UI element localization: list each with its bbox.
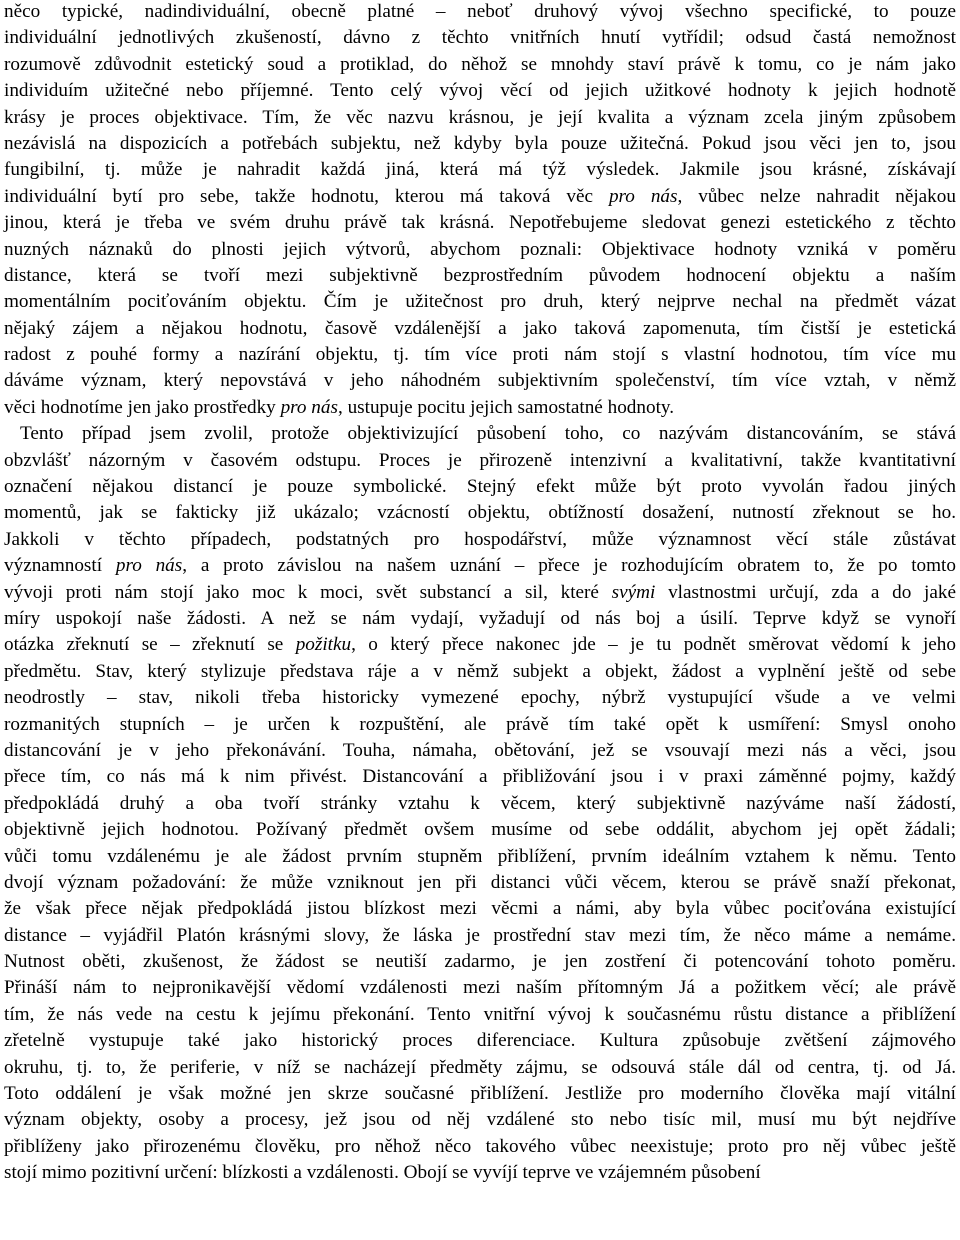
text-line: stojí mimo pozitivní určení: blízkosti a vzdálenosti. Obojí se vyvíjí teprve ve vzájemném působení [4, 1162, 761, 1184]
text-line: předpokládá druhý a oba tvoří stránky vztahu k věcem, který subjektivně nazýváme naší žádostí, [4, 792, 956, 814]
text-line: dáváme význam, který nepovstává v jeho náhodném subjektivním společenství, tím více vztah, v němž [4, 370, 956, 392]
text-line: předmětu. Stav, který stylizuje představa ráje a v němž subjekt a objekt, žádost a vyplnění ještě od sebe [4, 660, 956, 682]
text-line: individuální bytí pro sebe, takže hodnotu, kterou má taková věc pro nás, vůbec nelze nahradit nějakou [4, 185, 956, 207]
text-line: přiblíženy jako přirozenému člověku, pro něhož něco takového vůbec neexistuje; proto pro něj vůbec ještě [4, 1135, 956, 1157]
text-line: okruhu, tj. to, že periferie, v níž se nacházejí předměty zájmu, se odsouvá stále dál od centra, tj. od Já. [4, 1056, 956, 1078]
text-line: obzvlášť názorným v časovém odstupu. Proces je přirozeně intenzivní a kvalitativní, takže kvantitativní [4, 449, 956, 471]
text-line: momentů, jak se fakticky již ukázalo; vzácností objektu, obtížností dosažení, nutností zřeknout se ho. [4, 502, 956, 524]
text-line: tím, že nás vede na cestu k jejímu překonání. Tento vnitřní vývoj k současnému růstu distance a přiblížení [4, 1003, 956, 1025]
text-body [4, 0, 956, 1187]
paragraph [4, 0, 956, 421]
text-line: vývoji proti nám stojí jako moc k moci, svět substancí a sil, které svými vlastnostmi určují, zda a do jaké [4, 581, 957, 603]
text-line: momentálním pociťováním objektu. Čím je užitečnost pro druh, který nejprve nechal na předmět vázat [4, 291, 956, 313]
paragraph [4, 421, 956, 1186]
text-line: Přináší nám to nejpronikavější vědomí vzdálenosti mezi naším přítomným Já a požitkem věcí; ale právě [4, 977, 956, 999]
text-line: zřetelně vystupuje také jako historický proces diferenciace. Kultura způsobuje zvětšení zájmového [4, 1030, 956, 1052]
text-line: nuzných náznaků do plnosti jejich výtvorů, abychom poznali: Objektivace hodnoty vzniká v poměru [4, 238, 956, 260]
text-line: význam objekty, osoby a procesy, jež jsou od něj vzdálené sto nebo tisíc mil, musí mu být nejdříve [4, 1109, 956, 1131]
text-line: vůči tomu vzdálenému je ale žádost prvním stupněm přiblížení, prvním ideálním vztahem k němu. Tento [4, 845, 956, 867]
text-line: dvojí význam požadování: že může vzniknout jen při distanci vůči věcem, kterou se právě snaží překonat, [4, 871, 956, 893]
text-line: neodrostly – stav, nikoli třeba historicky vymezené epochy, nýbrž vystupující všude a ve velmi [4, 687, 956, 709]
text-line: míry uspokojí naše žádosti. A než se nám vydají, vyžadují od nás boj a úsilí. Teprve když se vynoří [4, 607, 956, 629]
text-line: individuím užitečné nebo příjemné. Tento celý vývoj věcí od jejich užitkové hodnoty k jejich hodnotě [4, 80, 956, 102]
text-line: nezávislá na dispozicích a potřebách subjektu, než kdyby byla pouze užitečná. Pokud jsou věci jen to, jsou [4, 132, 956, 154]
text-line: Tento případ jsem zvolil, protože objektivizující působení toho, co nazývám distancováním, se stává [20, 423, 956, 445]
text-line: přece tím, co nás má k nim přivést. Distancování a přibližování jsou i v praxi záměnné pojmy, každý [4, 766, 956, 788]
text-line: jinou, která je třeba ve svém druhu právě tak krásná. Nepotřebujeme sledovat genezi estetického z těchto [4, 212, 956, 234]
text-line: radost z pouhé formy a nazírání objektu, tj. tím více proti nám stojí s vlastní hodnotou, tím více mu [4, 344, 956, 366]
text-line: fungibilní, tj. může je nahradit každá jiná, která má týž výsledek. Jakmile jsou krásné, získávají [4, 159, 956, 181]
text-line: významností pro nás, a proto závislou na našem uznání – přece je rozhodujícím obratem to, že po tomto [4, 555, 956, 577]
text-line: že však přece nějak předpokládá jistou blízkost mezi věcmi a námi, aby byla vůbec pociťována existující [4, 898, 956, 920]
text-line: distance, která se tvoří mezi subjektivně bezprostředním původem hodnocení objektu a naším [4, 264, 956, 286]
text-line: rozmanitých stupních – je určen k rozpuštění, ale právě tím také opět k usmíření: Smysl onoho [4, 713, 956, 735]
text-line: něco typické, nadindividuální, obecně platné – neboť druhový vývoj všechno specifické, to pouze [4, 1, 956, 22]
text-line: distancování je v jeho překonávání. Touha, námaha, obětování, jež se vsouvají mezi nás a věci, jsou [4, 739, 956, 761]
text-line: rozumově zdůvodnit estetický soud a protiklad, do něhož se mnohdy staví právě k tomu, co je nám jako [4, 53, 956, 75]
text-line: Toto oddálení je však možné jen skrze současné přiblížení. Jestliže pro moderního člověka mají vitální [4, 1083, 956, 1105]
text-line: distance – vyjádřil Platón krásnými slovy, že láska je prostřední stav mezi tím, že něco máme a nemáme. [4, 924, 956, 946]
text-line: nějaký zájem a nějakou hodnotu, časově vzdálenější a jako taková zapomenuta, tím čistší je estetická [4, 317, 956, 339]
text-line: Jakkoli v těchto případech, podstatných pro hospodářství, může významnost věcí stále zůstávat [4, 528, 956, 550]
text-line: Nutnost oběti, zkušenost, že žádost se neutiší zadarmo, je jen zostření či potencování tohoto poměru. [4, 951, 956, 973]
text-line: otázka zřeknutí se – zřeknutí se požitku, o který přece nakonec jde – je tu podnět směrovat vědomí k jeho [4, 634, 956, 656]
text-line: objektivně jejich hodnotou. Požívaný předmět ovšem musíme od sebe oddálit, abychom jej opět žádali; [4, 819, 956, 841]
text-line: věci hodnotíme jen jako prostředky pro nás, ustupuje pocitu jejich samostatné hodnoty. [4, 396, 675, 418]
text-line: krásy je proces objektivace. Tím, že věc nazvu krásnou, je její kvalita a význam zcela jiným způsobem [4, 106, 956, 128]
text-line: individuální jednotlivých zkušeností, dávno z těchto vnitřních hnutí vytřídil; odsud častá nemožnost [4, 27, 956, 49]
text-line: označení nějakou distancí je pouze symbolické. Stejný efekt může být proto vyvolán řadou jiných [4, 476, 956, 498]
